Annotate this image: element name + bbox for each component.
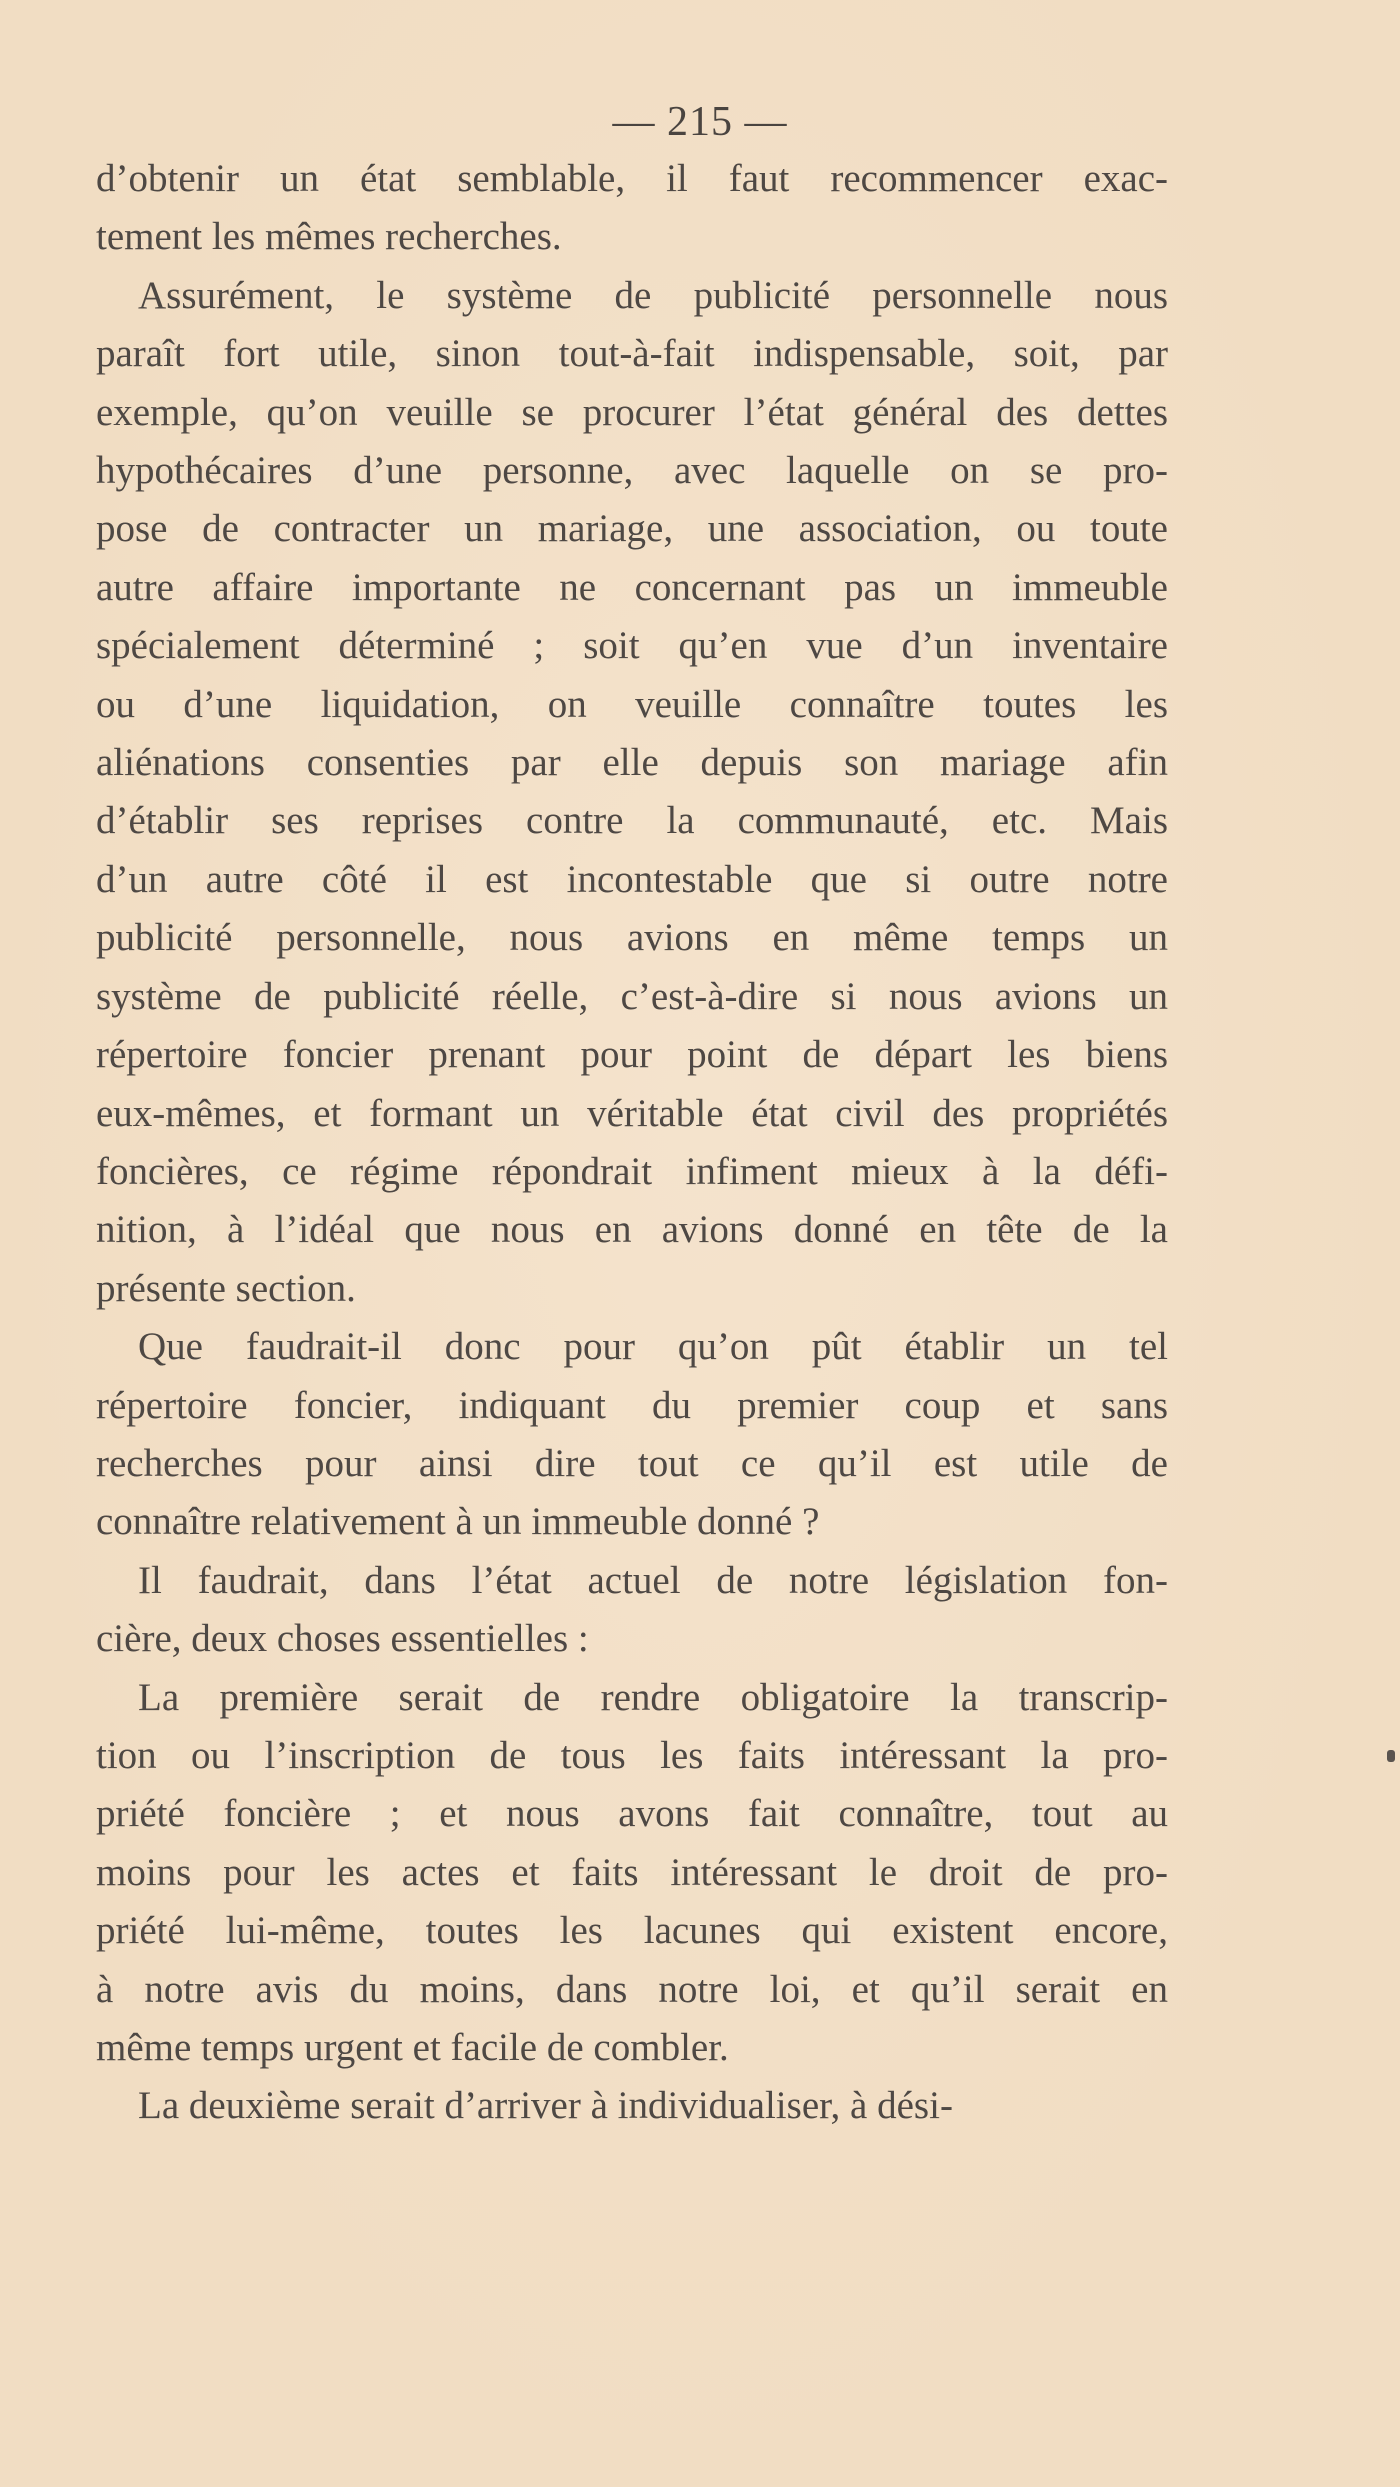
text-line: priété lui-même, toutes les lacunes qui existent encore, (96, 1909, 1168, 1953)
text-line: La deuxième serait d’arriver à individualiser, à dési- (138, 2084, 953, 2128)
text-line: à notre avis du moins, dans notre loi, et qu’il serait en (96, 1967, 1168, 2011)
text-line: d’établir ses reprises contre la communauté, etc. Mais (96, 799, 1168, 843)
text-line: présente section. (96, 1266, 356, 1310)
ink-speck (1387, 1750, 1395, 1762)
text-line: même temps urgent et facile de combler. (96, 2026, 729, 2069)
body-text (96, 150, 1168, 2136)
text-line: répertoire foncier, indiquant du premier coup et sans (96, 1383, 1168, 1427)
paragraph (96, 150, 1168, 267)
text-line: système de publicité réelle, c’est-à-dire si nous avions un (96, 974, 1168, 1018)
text-line: spécialement déterminé ; soit qu’en vue d’un inventaire (96, 624, 1168, 668)
text-line: Que faudrait-il donc pour qu’on pût établir un tel (138, 1325, 1168, 1369)
text-line: eux-mêmes, et formant un véritable état civil des propriétés (96, 1091, 1168, 1135)
paragraph (96, 2077, 1168, 2135)
text-line: paraît fort utile, sinon tout-à-fait indispensable, soit, par (96, 332, 1168, 376)
text-line: d’obtenir un état semblable, il faut recommencer exac- (96, 157, 1168, 200)
text-line: ou d’une liquidation, on veuille connaître toutes les (96, 682, 1168, 726)
paragraph (96, 1669, 1168, 2078)
text-line: tion ou l’inscription de tous les faits intéressant la pro- (96, 1733, 1168, 1777)
paragraph (96, 1318, 1168, 1552)
paragraph (96, 267, 1168, 1318)
page-number: — 215 — (612, 99, 788, 145)
text-line: foncières, ce régime répondrait infiment mieux à la défi- (96, 1149, 1168, 1193)
paragraph (96, 1552, 1168, 1669)
text-line: aliénations consenties par elle depuis son mariage afin (96, 741, 1168, 785)
text-line: La première serait de rendre obligatoire la transcrip- (138, 1675, 1168, 1719)
text-line: autre affaire importante ne concernant pas un immeuble (96, 565, 1168, 609)
text-line: tement les mêmes recherches. (96, 215, 562, 259)
text-line: Il faudrait, dans l’état actuel de notre législation fon- (138, 1558, 1168, 1602)
text-line: priété foncière ; et nous avons fait connaître, tout au (96, 1792, 1168, 1836)
text-line: Assurément, le système de publicité personnelle nous (138, 273, 1168, 317)
text-line: hypothécaires d’une personne, avec laquelle on se pro- (96, 449, 1168, 493)
text-line: cière, deux choses essentielles : (96, 1617, 589, 1661)
text-line: recherches pour ainsi dire tout ce qu’il est utile de (96, 1441, 1168, 1485)
text-line: publicité personnelle, nous avions en même temps un (96, 916, 1168, 960)
text-line: d’un autre côté il est incontestable que si outre notre (96, 857, 1168, 901)
text-line: nition, à l’idéal que nous en avions donné en tête de la (96, 1208, 1168, 1252)
text-line: exemple, qu’on veuille se procurer l’état général des dettes (96, 390, 1168, 434)
text-line: pose de contracter un mariage, une association, ou toute (96, 507, 1168, 551)
text-line: répertoire foncier prenant pour point de départ les biens (96, 1033, 1168, 1077)
text-line: moins pour les actes et faits intéressant le droit de pro- (96, 1850, 1168, 1894)
text-line: connaître relativement à un immeuble donné ? (96, 1500, 820, 1544)
